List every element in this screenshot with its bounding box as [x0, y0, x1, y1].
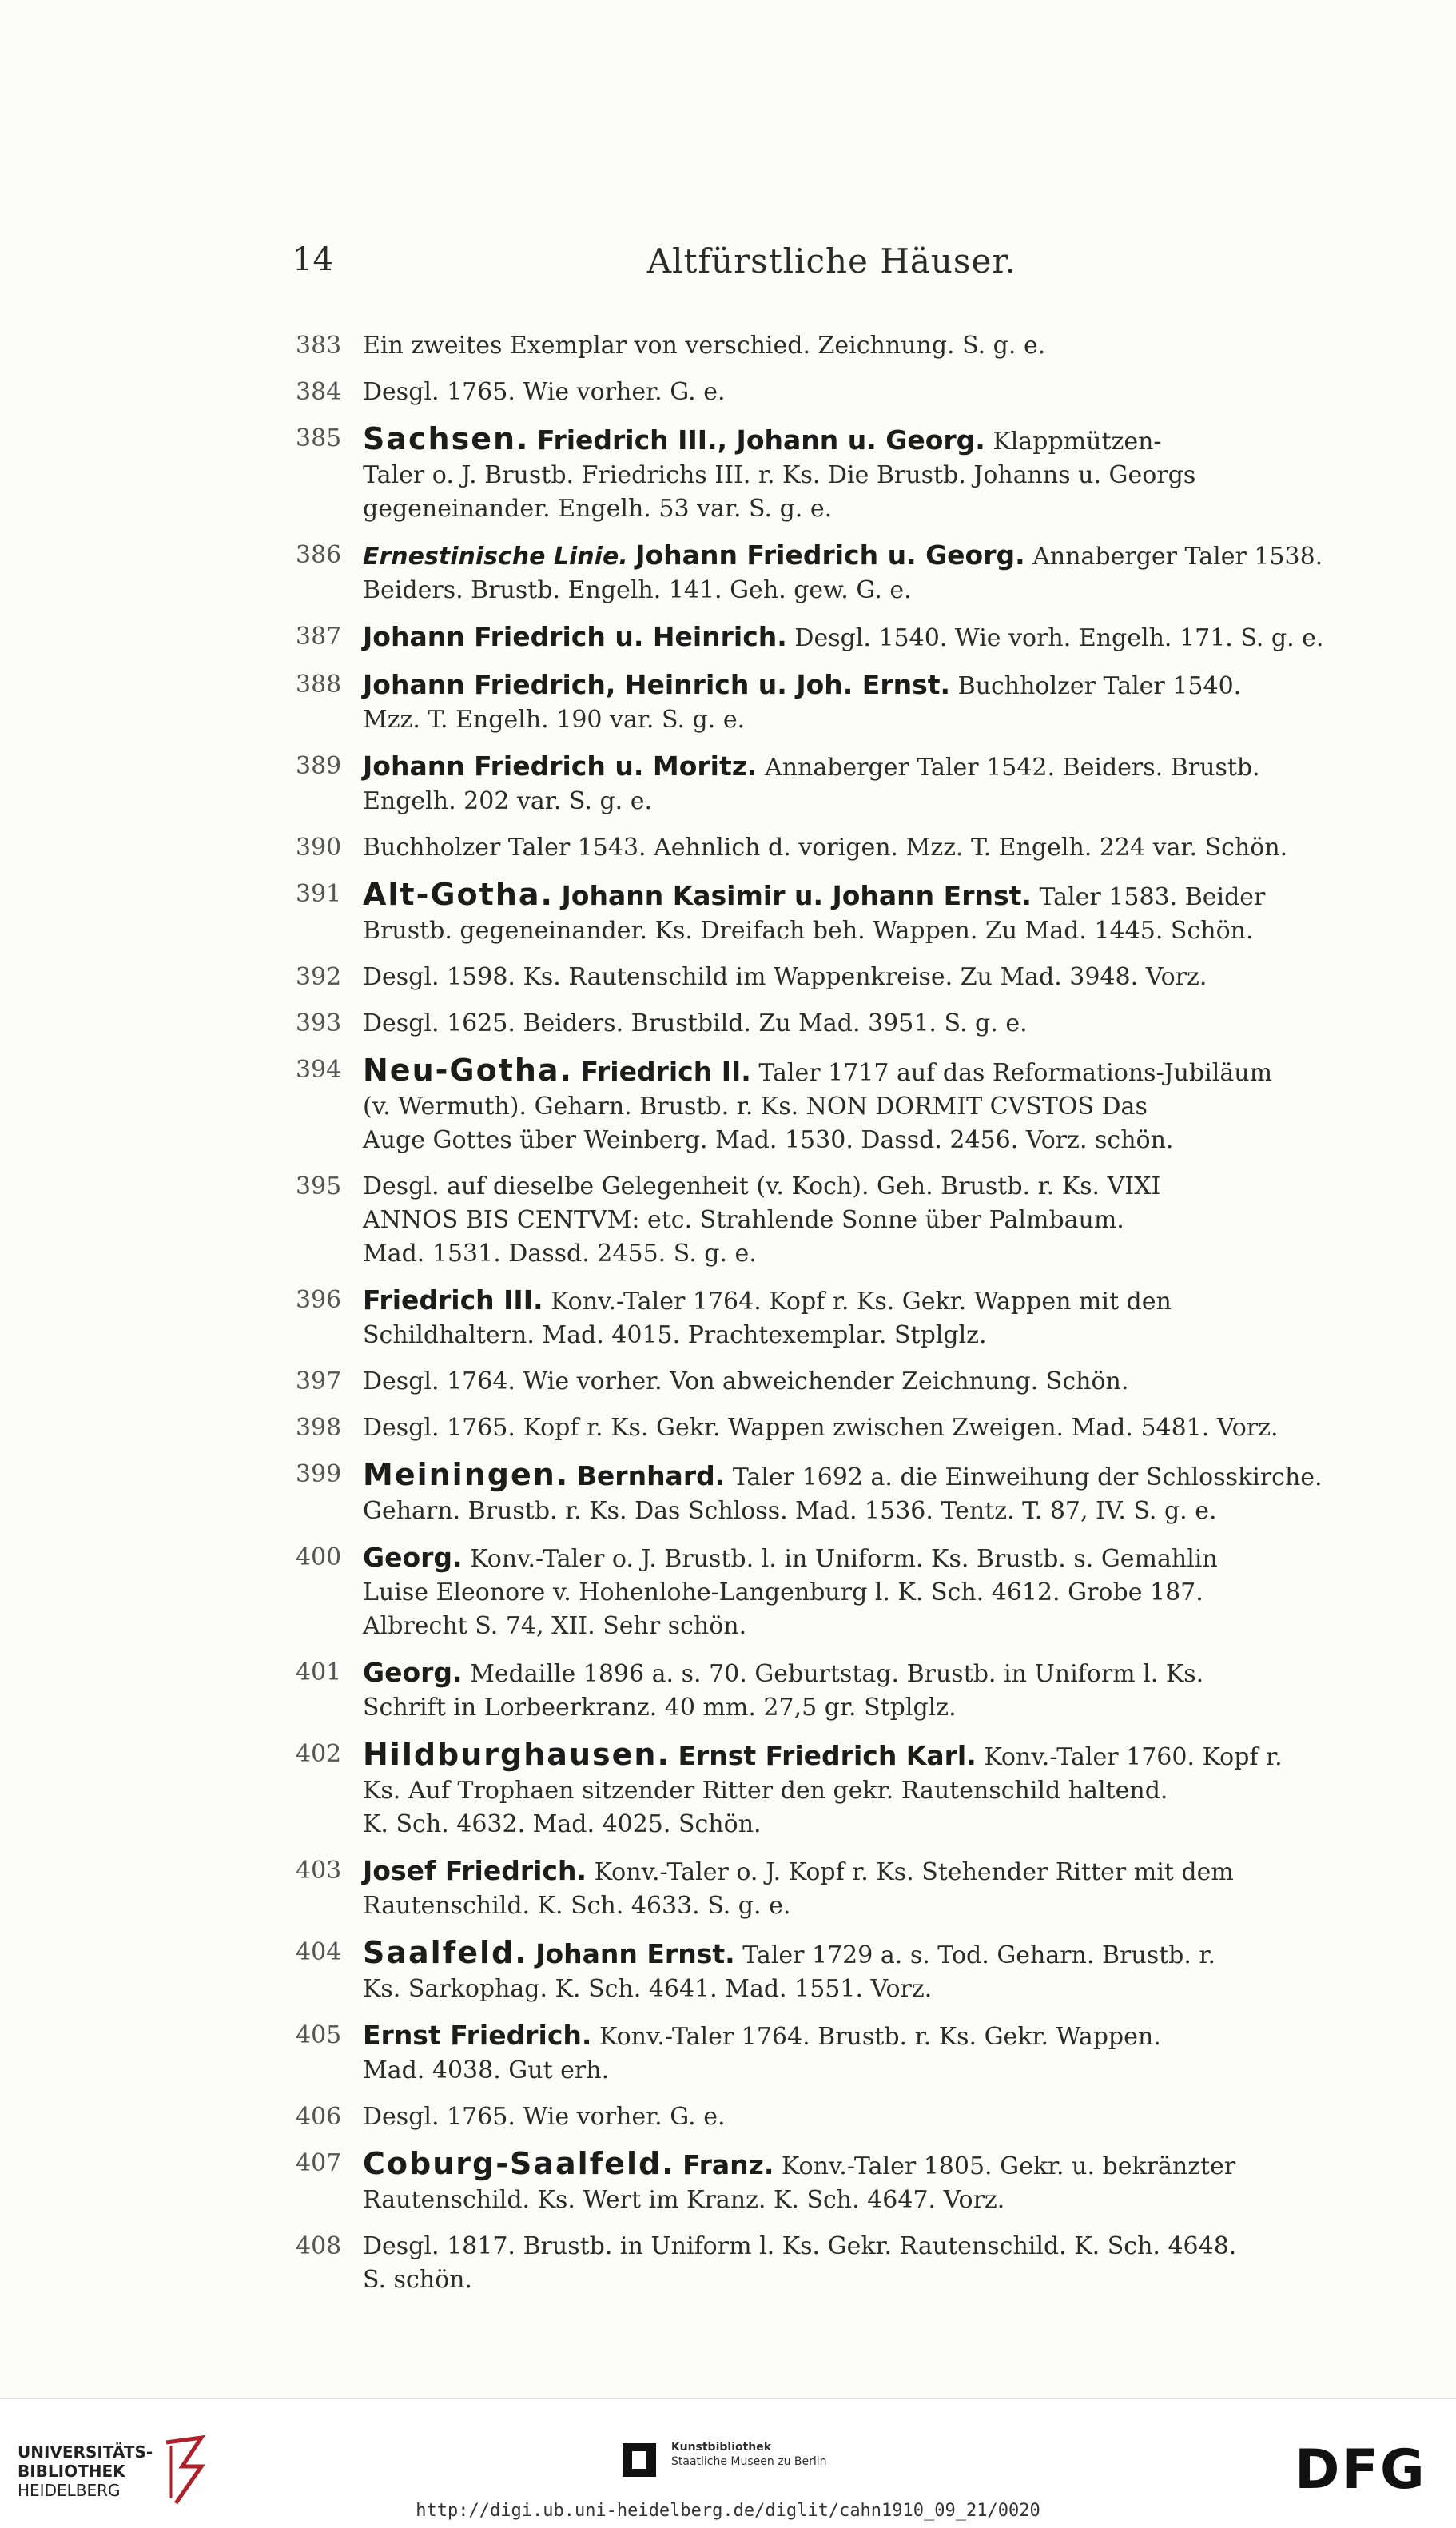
entry-line	[363, 1656, 1374, 1691]
entry-line	[363, 459, 1374, 492]
entry-text: Luise Eleonore v. Hohenlohe-Langenburg l. K. Sch. 4612. Grobe 187.	[363, 1579, 1203, 1606]
entry-heading: Johann Friedrich, Heinrich u. Joh. Ernst.	[363, 669, 951, 700]
footer-bar	[0, 2398, 1456, 2528]
running-title: Altfürstliche Häuser.	[646, 241, 1017, 281]
entry-text: Mzz. T. Engelh. 190 var. S. g. e.	[363, 706, 746, 734]
entry-text: Desgl. 1765. Wie vorher. G. e.	[363, 2103, 726, 2131]
entry-text: Desgl. 1765. Wie vorher. G. e.	[363, 378, 726, 406]
entry-number: 404	[296, 1938, 342, 1966]
entry-text: Brustb. gegeneinander. Ks. Dreifach beh. Wappen. Zu Mad. 1445. Schön.	[363, 917, 1254, 945]
catalog-entry	[296, 1007, 1374, 1041]
page-number: 14	[292, 241, 333, 278]
entry-number: 408	[296, 2232, 342, 2260]
entry-line	[363, 785, 1374, 818]
entry-line	[363, 620, 1374, 655]
entry-line	[363, 1936, 1374, 1973]
kb-subtitle: Staatliche Museen zu Berlin	[671, 2455, 827, 2468]
entry-number: 394	[296, 1056, 342, 1084]
entry-heading: Josef Friedrich.	[363, 1855, 587, 1886]
entry-heading: Georg.	[363, 1542, 463, 1573]
entry-line	[363, 1007, 1374, 1041]
entry-text: Mad. 1531. Dassd. 2455. S. g. e.	[363, 1240, 757, 1268]
entry-number: 400	[296, 1543, 342, 1571]
catalog-entry	[296, 1053, 1374, 1157]
entry-number: 385	[296, 424, 342, 452]
entry-text: Buchholzer Taler 1543. Aehnlich d. vorigen. Mzz. T. Engelh. 224 var. Schön.	[363, 834, 1288, 862]
entry-heading: Friedrich II.	[580, 1056, 751, 1087]
entry-line	[363, 1610, 1374, 1643]
entry-text: Schrift in Lorbeerkranz. 40 mm. 27,5 gr. Stplglz.	[363, 1694, 957, 1722]
entry-heading: Saalfeld.	[363, 1935, 528, 1970]
entry-number: 391	[296, 880, 342, 908]
catalog-entry	[296, 422, 1374, 526]
catalog-entry	[296, 1411, 1374, 1445]
entry-line	[363, 1124, 1374, 1157]
entry-number: 384	[296, 378, 342, 406]
entry-heading: Johann Kasimir u. Johann Ernst.	[561, 880, 1032, 911]
catalog-entry	[296, 961, 1374, 994]
entry-number: 390	[296, 834, 342, 862]
catalog-entry	[296, 1458, 1374, 1528]
entry-text: ANNOS BIS CENTVM: etc. Strahlende Sonne über Palmbaum.	[363, 1206, 1124, 1234]
entry-text: Ks. Sarkophag. K. Sch. 4641. Mad. 1551. Vorz.	[363, 1975, 933, 2003]
catalog-entry	[296, 1656, 1374, 1725]
entry-text: Konv.-Taler 1760. Kopf r.	[984, 1743, 1283, 1771]
entry-text: Annaberger Taler 1542. Beiders. Brustb.	[765, 754, 1260, 782]
entry-line	[363, 668, 1374, 703]
kunstbibliothek-label[interactable]	[671, 2440, 827, 2469]
entry-line	[363, 2100, 1374, 2134]
entry-text: Desgl. 1764. Wie vorher. Von abweichender Zeichnung. Schön.	[363, 1368, 1129, 1395]
catalog-entry	[296, 1541, 1374, 1643]
entry-line	[363, 1495, 1374, 1528]
entry-number: 389	[296, 752, 342, 780]
entry-text: Desgl. 1625. Beiders. Brustbild. Zu Mad. 3951. S. g. e.	[363, 1009, 1028, 1037]
heidelberg-logo-icon	[160, 2434, 208, 2506]
entry-line	[363, 1319, 1374, 1352]
catalog-entry	[296, 1170, 1374, 1271]
entry-text: Klappmützen-	[993, 428, 1162, 456]
entry-line	[363, 703, 1374, 737]
entry-text: Annaberger Taler 1538.	[1032, 543, 1323, 571]
entry-line	[363, 1090, 1374, 1124]
catalog-entry	[296, 878, 1374, 948]
entry-line	[363, 914, 1374, 948]
entry-line	[363, 1170, 1374, 1204]
entry-text: Konv.-Taler 1764. Kopf r. Ks. Gekr. Wappen mit den	[551, 1288, 1172, 1316]
entry-line	[363, 574, 1374, 607]
entry-text: Beiders. Brustb. Engelh. 141. Geh. gew. G. e.	[363, 576, 912, 604]
entry-heading: Johann Ernst.	[535, 1938, 735, 1969]
catalog-entry	[296, 1284, 1374, 1352]
catalog-entry	[296, 376, 1374, 409]
entry-line	[363, 2019, 1374, 2054]
catalog-entry	[296, 329, 1374, 363]
entry-number: 392	[296, 963, 342, 991]
entry-text: S. schön.	[363, 2266, 472, 2294]
entry-heading: Bernhard.	[576, 1460, 726, 1491]
entry-number: 395	[296, 1172, 342, 1200]
catalog-entry	[296, 1738, 1374, 1841]
entry-heading: Sachsen.	[363, 421, 530, 456]
entry-heading: Franz.	[682, 2149, 774, 2180]
library-line-1: UNIVERSITÄTS-	[18, 2442, 153, 2462]
entry-number: 393	[296, 1009, 342, 1037]
entry-number: 386	[296, 541, 342, 569]
entry-line	[363, 1411, 1374, 1445]
entry-text: Ks. Auf Trophaen sitzender Ritter den gekr. Rautenschild haltend.	[363, 1777, 1168, 1805]
entry-text: (v. Wermuth). Geharn. Brustb. r. Ks. NON DORMIT CVSTOS Das	[363, 1093, 1148, 1121]
entry-line	[363, 878, 1374, 914]
entry-line	[363, 2230, 1374, 2263]
entry-number: 387	[296, 623, 342, 651]
entry-line	[363, 831, 1374, 865]
entry-heading: Alt-Gotha.	[363, 877, 554, 912]
entry-line	[363, 1854, 1374, 1889]
entry-text: Medaille 1896 a. s. 70. Geburtstag. Brustb. in Uniform l. Ks.	[470, 1660, 1204, 1688]
kb-title: Kunstbibliothek	[671, 2441, 772, 2454]
entry-number: 406	[296, 2103, 342, 2131]
entry-number: 383	[296, 332, 342, 360]
entry-heading: Hildburghausen.	[363, 1737, 670, 1772]
entry-number: 398	[296, 1414, 342, 1442]
entry-text: Mad. 4038. Gut erh.	[363, 2056, 610, 2084]
entry-heading: Neu-Gotha.	[363, 1053, 573, 1088]
catalog-entry	[296, 539, 1374, 607]
entry-line	[363, 1738, 1374, 1774]
entry-line	[363, 422, 1374, 459]
entry-line	[363, 1237, 1374, 1271]
catalog-entry	[296, 668, 1374, 737]
entry-line	[363, 2147, 1374, 2184]
entry-text: Auge Gottes über Weinberg. Mad. 1530. Dassd. 2456. Vorz. schön.	[363, 1126, 1174, 1154]
library-line-2: BIBLIOTHEK	[18, 2462, 125, 2481]
entry-line	[363, 1576, 1374, 1610]
entry-heading: Georg.	[363, 1657, 463, 1688]
entry-text: Engelh. 202 var. S. g. e.	[363, 787, 653, 815]
entry-text: Schildhaltern. Mad. 4015. Prachtexemplar. Stplglz.	[363, 1321, 987, 1349]
entry-number: 397	[296, 1368, 342, 1395]
entry-line	[363, 1691, 1374, 1725]
dfg-logo[interactable]: DFG	[1295, 2438, 1426, 2502]
entry-text: Buchholzer Taler 1540.	[957, 672, 1242, 700]
entry-text: Konv.-Taler 1805. Gekr. u. bekränzter	[781, 2152, 1236, 2180]
entry-heading: Ernst Friedrich.	[363, 2020, 592, 2051]
entry-line	[363, 2184, 1374, 2217]
entry-line	[363, 1458, 1374, 1495]
entry-line	[363, 750, 1374, 785]
entry-text: Taler 1692 a. die Einweihung der Schlosskirche.	[732, 1463, 1323, 1491]
catalog-entry	[296, 620, 1374, 655]
entry-line	[363, 1774, 1374, 1808]
catalog-entry	[296, 2230, 1374, 2297]
entry-text: Taler o. J. Brustb. Friedrichs III. r. Ks. Die Brustb. Johanns u. Georgs	[363, 461, 1196, 489]
entry-number: 401	[296, 1658, 342, 1686]
entry-text: gegeneinander. Engelh. 53 var. S. g. e.	[363, 495, 833, 523]
entry-text: Desgl. 1817. Brustb. in Uniform l. Ks. Gekr. Rautenschild. K. Sch. 4648.	[363, 2232, 1237, 2260]
entry-text: Desgl. 1765. Kopf r. Ks. Gekr. Wappen zwischen Zweigen. Mad. 5481. Vorz.	[363, 1414, 1279, 1442]
kunstbibliothek-logo-icon	[619, 2440, 659, 2480]
entry-text: Desgl. 1540. Wie vorh. Engelh. 171. S. g. e.	[794, 624, 1324, 652]
catalog-entry	[296, 1365, 1374, 1399]
entry-text: Taler 1583. Beider	[1039, 883, 1266, 911]
entry-line	[363, 1541, 1374, 1576]
catalog-entry	[296, 2019, 1374, 2088]
entry-line	[363, 1053, 1374, 1090]
entry-line	[363, 961, 1374, 994]
catalog-entry	[296, 2100, 1374, 2134]
entry-line	[363, 539, 1374, 574]
entry-line	[363, 376, 1374, 409]
entry-heading: Friedrich III., Johann u. Georg.	[537, 424, 985, 456]
entry-number: 396	[296, 1286, 342, 1314]
entry-number: 388	[296, 671, 342, 699]
entry-text: Albrecht S. 74, XII. Sehr schön.	[363, 1612, 747, 1640]
entry-number: 405	[296, 2021, 342, 2049]
entry-line	[363, 1889, 1374, 1923]
page-header	[292, 241, 1371, 289]
entry-heading: Johann Friedrich u. Heinrich.	[363, 621, 787, 652]
entry-number: 402	[296, 1740, 342, 1768]
entry-text: Geharn. Brustb. r. Ks. Das Schloss. Mad. 1536. Tentz. T. 87, IV. S. g. e.	[363, 1497, 1217, 1525]
entry-number: 399	[296, 1460, 342, 1488]
catalog-entries	[296, 329, 1374, 2310]
catalog-entry	[296, 1936, 1374, 2006]
entry-text: Taler 1729 a. s. Tod. Geharn. Brustb. r.	[742, 1941, 1215, 1969]
entry-line	[363, 1808, 1374, 1841]
entry-line	[363, 492, 1374, 526]
entry-line	[363, 1973, 1374, 2006]
entry-text: Ein zweites Exemplar von verschied. Zeichnung. S. g. e.	[363, 332, 1046, 360]
entry-line	[363, 1284, 1374, 1319]
catalog-entry	[296, 750, 1374, 818]
entry-line	[363, 1204, 1374, 1237]
heidelberg-library-label[interactable]	[18, 2442, 153, 2500]
entry-heading: Meiningen.	[363, 1457, 570, 1492]
permalink-url[interactable]: http://digi.ub.uni-heidelberg.de/diglit/cahn1910_09_21/0020	[416, 2501, 1040, 2521]
entry-text: Rautenschild. K. Sch. 4633. S. g. e.	[363, 1892, 791, 1920]
catalog-entry	[296, 831, 1374, 865]
library-line-3: HEIDELBERG	[18, 2481, 121, 2500]
entry-number: 403	[296, 1857, 342, 1885]
entry-text: Desgl. auf dieselbe Gelegenheit (v. Koch). Geh. Brustb. r. Ks. VIXI	[363, 1172, 1161, 1200]
entry-heading: Friedrich III.	[363, 1284, 543, 1316]
catalog-entry	[296, 1854, 1374, 1923]
entry-heading: Ernst Friedrich Karl.	[678, 1740, 977, 1771]
entry-text: Taler 1717 auf das Reformations-Jubiläum	[758, 1059, 1273, 1087]
entry-number: 407	[296, 2149, 342, 2177]
entry-text: Desgl. 1598. Ks. Rautenschild im Wappenkreise. Zu Mad. 3948. Vorz.	[363, 963, 1207, 991]
entry-text: Konv.-Taler o. J. Kopf r. Ks. Stehender Ritter mit dem	[594, 1858, 1234, 1886]
entry-heading: Johann Friedrich u. Moritz.	[363, 750, 758, 782]
entry-text: Konv.-Taler 1764. Brustb. r. Ks. Gekr. Wappen.	[599, 2023, 1161, 2051]
entry-heading: Johann Friedrich u. Georg.	[635, 539, 1025, 571]
entry-text: K. Sch. 4632. Mad. 4025. Schön.	[363, 1810, 762, 1838]
catalog-entry	[296, 2147, 1374, 2217]
entry-line	[363, 329, 1374, 363]
entry-text: Rautenschild. Ks. Wert im Kranz. K. Sch. 4647. Vorz.	[363, 2186, 1005, 2214]
entry-heading: Coburg-Saalfeld.	[363, 2146, 675, 2181]
entry-line	[363, 2263, 1374, 2297]
entry-heading: Ernestinische Linie.	[363, 543, 628, 571]
entry-line	[363, 2054, 1374, 2088]
entry-text: Konv.-Taler o. J. Brustb. l. in Uniform. Ks. Brustb. s. Gemahlin	[470, 1545, 1218, 1573]
entry-line	[363, 1365, 1374, 1399]
